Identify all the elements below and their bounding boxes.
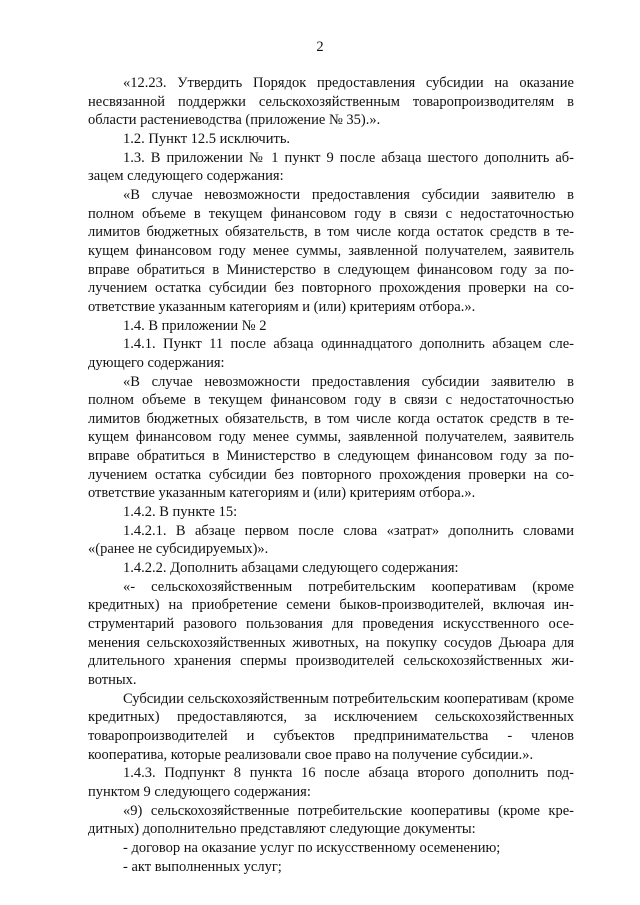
document-body xyxy=(88,74,574,876)
paragraph-1-4-1: 1.4.1. Пункт 11 после абзаца одиннадцатого дополнить абзацем следующего содержания: xyxy=(88,336,574,371)
paragraph-cooperatives: «- сельскохозяйственным потребительским кооперативам (кроме кредитных) на приобретение семени быков-производителей, включая инструментарий разового пользования для проведения искусственного осеменения сельскохозяйственных животных, на покупку сосудов Дьюара для длительного хранения спермы производителей сельскохозяйственных животных. xyxy=(88,578,574,688)
paragraph-1-4-2-2: 1.4.2.2. Дополнить абзацами следующего содержания: xyxy=(123,560,459,577)
paragraph-quote-2: «В случае невозможности предоставления субсидии заявителю в полном объеме в текущем финансовом году в связи с недостаточностью лимитов бюджетных обязательств, в том числе когда остаток средств в текущем финансовом году менее суммы, заявленной получателем, заявитель вправе обратиться в Министерство в следующем финансовом году за получением остатка субсидии без повторного прохождения проверки на соответствие указанным категориям и (или) критериям отбора.». xyxy=(88,373,574,502)
list-item-act: - акт выполненных услуг; xyxy=(123,858,282,875)
paragraph-quote-1: «В случае невозможности предоставления субсидии заявителю в полном объеме в текущем финансовом году в связи с недостаточностью лимитов бюджетных обязательств, в том числе когда остаток средств в текущем финансовом году менее суммы, заявленной получателем, заявитель вправе обратиться в Министерство в следующем финансовом году за получением остатка субсидии без повторного прохождения проверки на соответствие указанным категориям и (или) критериям отбора.». xyxy=(88,186,574,315)
paragraph-1-4-3: 1.4.3. Подпункт 8 пункта 16 после абзаца второго дополнить подпунктом 9 следующего содержания: xyxy=(88,765,574,800)
paragraph-1-4-2-1: 1.4.2.1. В абзаце первом после слова «затрат» дополнить словами «(ранее не субсидируемых)». xyxy=(88,522,574,558)
paragraph-subsidies: Субсидии сельскохозяйственным потребительским кооперативам (кроме кредитных) предоставляются, за исключением сельскохозяйственных товаропроизводителей и субъектов предпринимательства - членов кооператива, которые реализовали свое право на получение субсидии.». xyxy=(88,690,574,763)
paragraph-1-4-2: 1.4.2. В пункте 15: xyxy=(123,504,238,521)
paragraph-item-9: «9) сельскохозяйственные потребительские кооперативы (кроме кредитных) дополнительно представляют следующие документы: xyxy=(88,802,574,838)
paragraph-1-4: 1.4. В приложении № 2 xyxy=(123,317,267,334)
paragraph-1-2: 1.2. Пункт 12.5 исключить. xyxy=(123,130,291,147)
paragraph-12-23: «12.23. Утвердить Порядок предоставления субсидии на оказание несвязанной поддержки сельскохозяйственным товаропроизводителям в области растениеводства (приложение № 35).». xyxy=(88,75,574,129)
paragraph-1-3: 1.3. В приложении № 1 пункт 9 после абзаца шестого дополнить абзацем следующего содержания: xyxy=(88,149,574,185)
list-item-contract: - договор на оказание услуг по искусственному осеменению; xyxy=(123,839,501,856)
page-number: 2 xyxy=(316,39,324,55)
